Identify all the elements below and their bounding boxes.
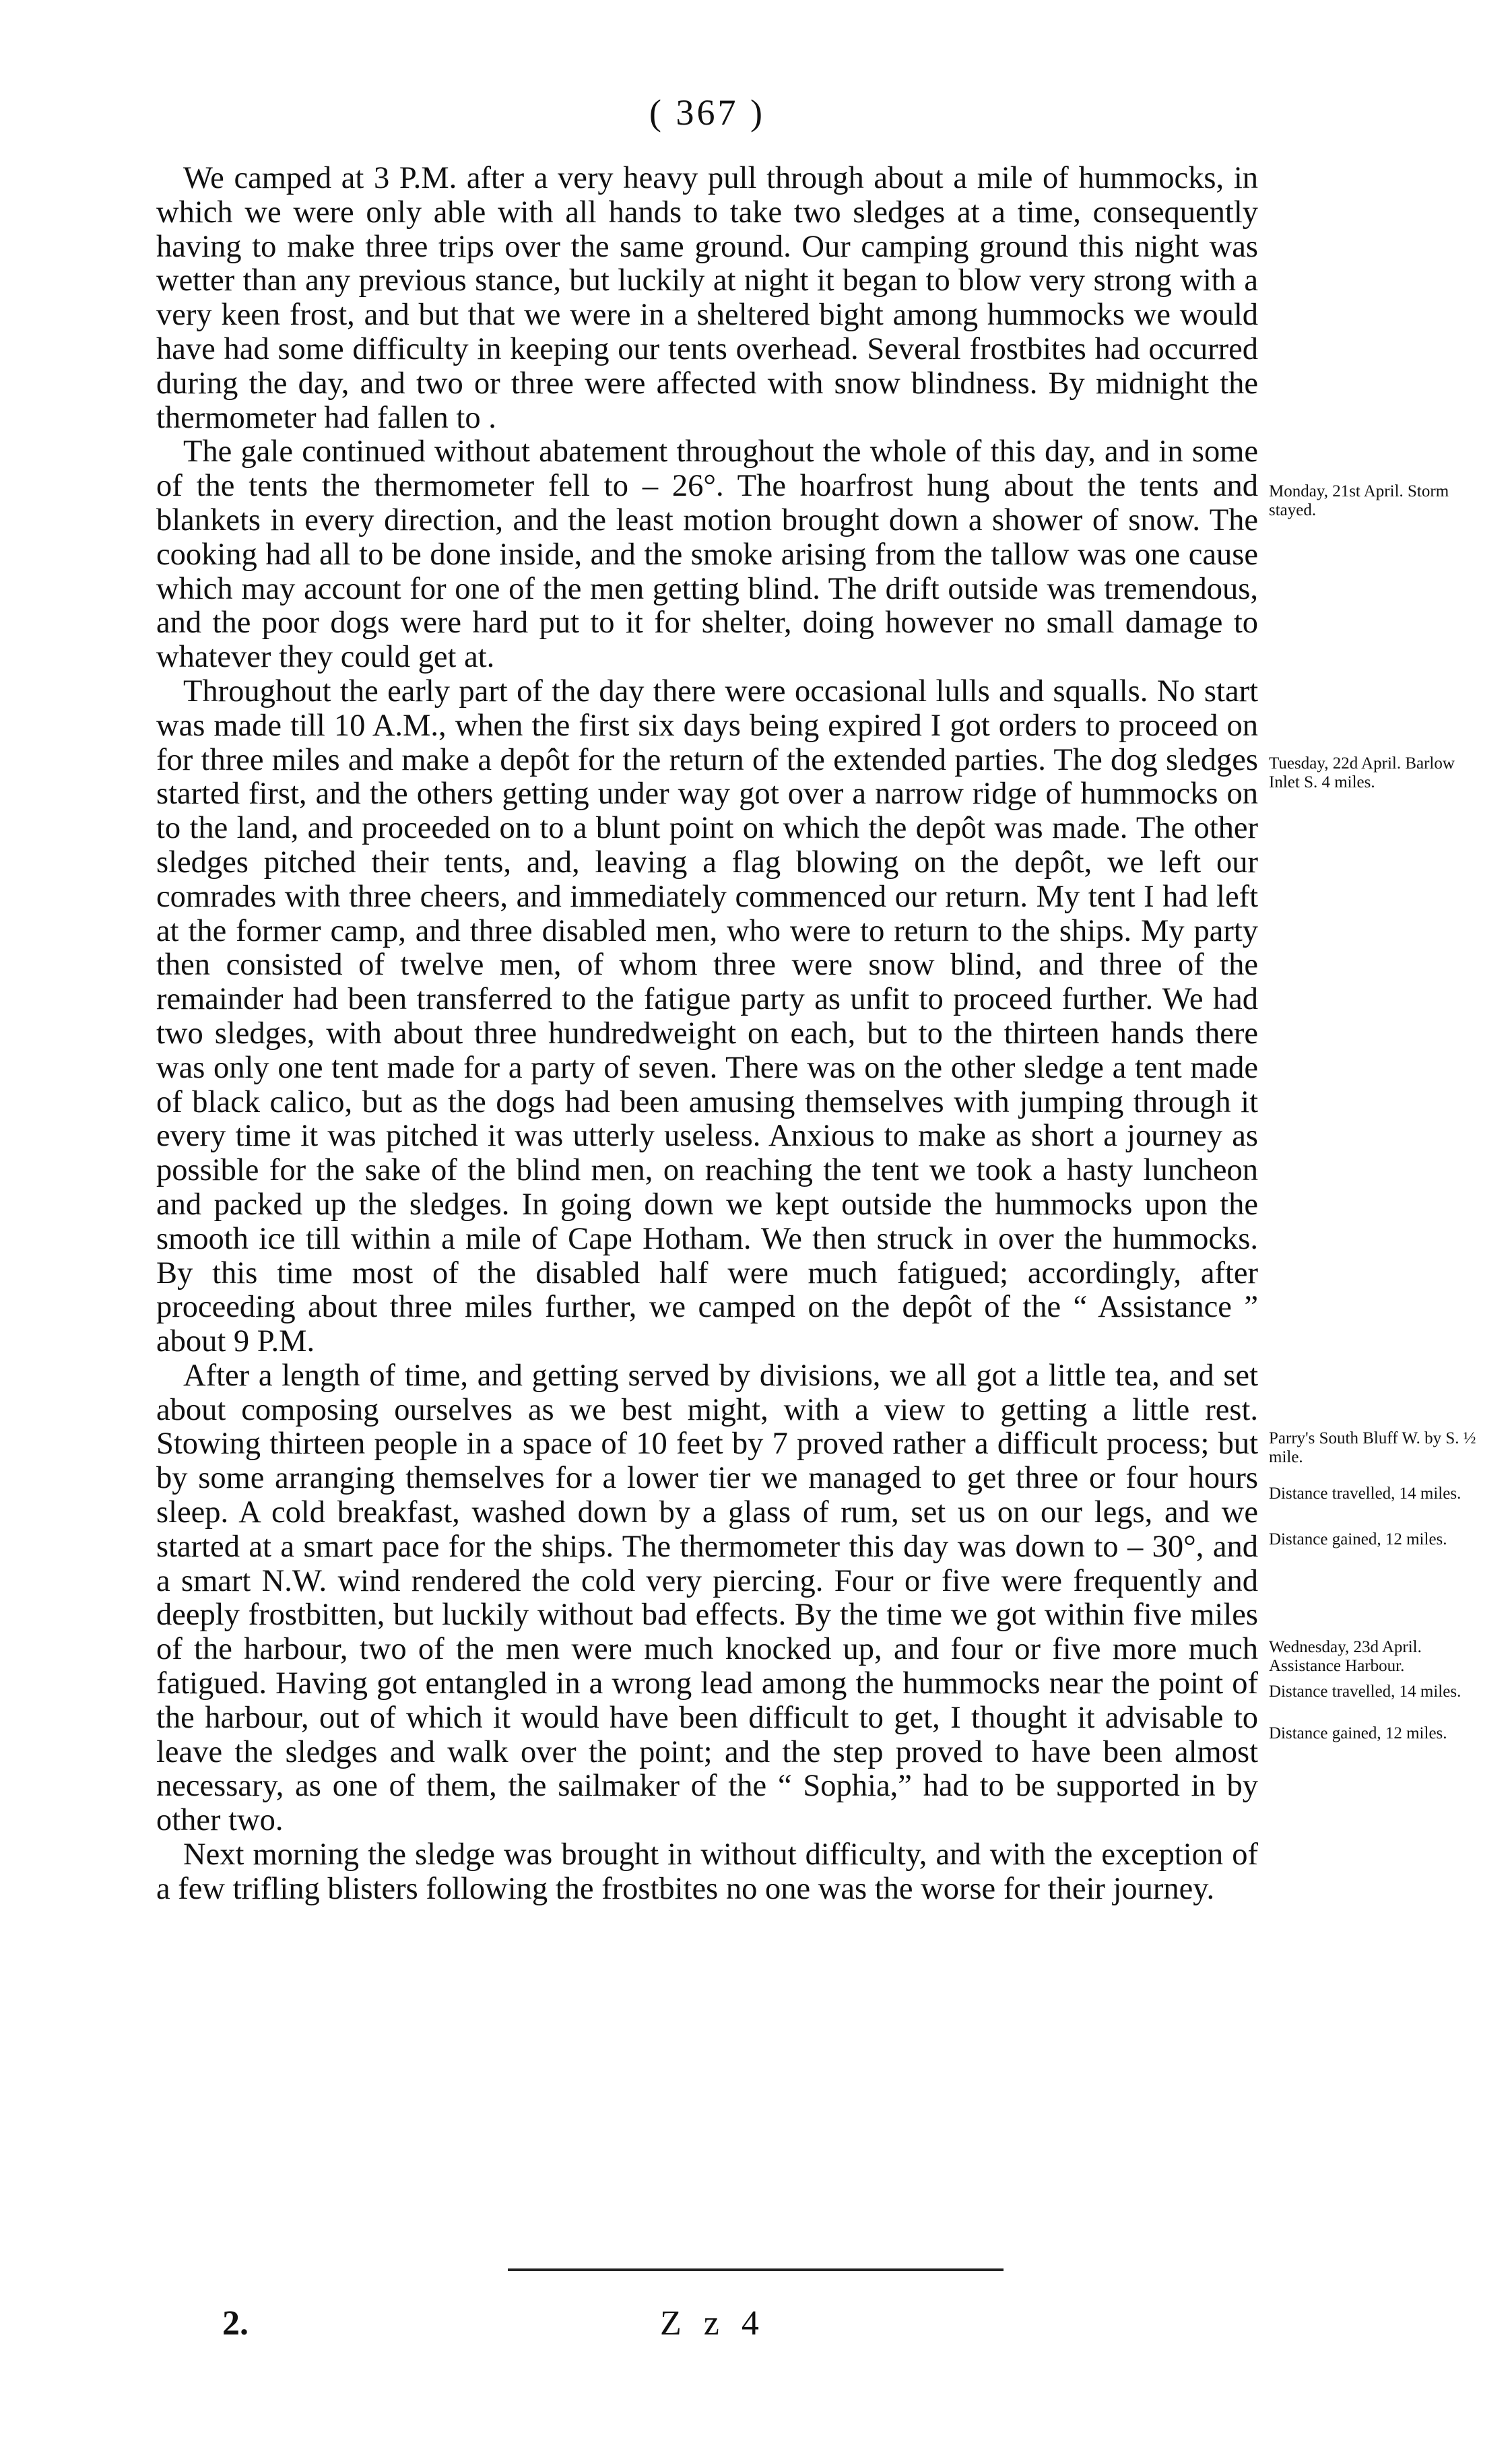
margin-note: Distance gained, 12 miles. (1269, 1724, 1447, 1742)
margin-note: Tuesday, 22d April. Barlow Inlet S. 4 miles. (1269, 754, 1455, 791)
margin-note: Distance travelled, 14 miles. (1269, 1484, 1461, 1503)
paragraph: After a length of time, and getting served by divisions, we all got a little tea, and set about composing ourselves as we best might, with a view to getting a little rest. Stowing thirteen people in a space of 10 feet by 7 proved rather a difficult process; but by some arranging themselves for a lower tier we managed to get three or four hours sleep. A cold breakfast, washed down by a glass of rum, set us on our legs, and we started at a smart pace for the ships. The thermometer this day was down to – 30°, and a smart N.W. wind rendered the cold very piercing. Four or five were frequently and deeply frostbitten, but luckily without bad effects. By the time we got within five miles of the harbour, two of the men were much knocked up, and four or five more much fatigued. Having got entangled in a wrong lead among the hummocks near the point of the harbour, out of which it would have been difficult to get, I thought it advisable to leave the sledges and walk over the point; and the step proved to have been almost necessary, as one of them, the sailmaker of the “ Sophia,” had to be supported in by other two. (156, 1358, 1258, 1838)
margin-note: Distance travelled, 14 miles. (1269, 1682, 1461, 1701)
paragraph: The gale continued without abatement throughout the whole of this day, and in some of the tents the thermometer fell to – 26°. The hoarfrost hung about the tents and blankets in every direction, and the least motion brought down a shower of snow. The cooking had all to be done inside, and the smoke arising from the tallow was one cause which may account for one of the men getting blind. The drift outside was tremendous, and the poor dogs were hard put to it for shelter, doing however no small damage to whatever they could get at. (156, 434, 1258, 675)
paragraph: We camped at 3 P.M. after a very heavy pull through about a mile of hummocks, in which we were only able with all hands to take two sledges at a time, consequently having to make three trips over the same ground. Our camping ground this night was wetter than any previous stance, but luckily at night it began to blow very strong with a very keen frost, and but that we were in a sheltered bight among hummocks we would have had some difficulty in keeping our tents overhead. Several frostbites had occurred during the day, and two or three were affected with snow blindness. By midnight the thermometer had fallen to . (156, 161, 1258, 435)
margin-note: Wednesday, 23d April. Assistance Harbour. (1269, 1638, 1422, 1675)
section-divider (508, 2268, 1004, 2271)
paragraph: Next morning the sledge was brought in without difficulty, and with the exception of a few trifling blisters following the frostbites no one was the worse for their journey. (156, 1837, 1258, 1906)
printer-signature: Z z 4 (660, 2304, 766, 2343)
page-number: ( 367 ) (649, 92, 765, 133)
signature-mark: 2. (222, 2304, 249, 2343)
margin-note: Parry's South Bluff W. by S. ½ mile. (1269, 1429, 1476, 1466)
margin-note: Distance gained, 12 miles. (1269, 1530, 1447, 1548)
margin-note: Monday, 21st April. Storm stayed. (1269, 482, 1449, 519)
paragraph: Throughout the early part of the day there were occasional lulls and squalls. No start was made till 10 A.M., when the first six days being expired I got orders to proceed on for three miles and make a depôt for the return of the extended parties. The dog sledges started first, and the others getting under way got over a narrow ridge of hummocks on to the land, and proceeded on to a blunt point on which the depôt was made. The other sledges pitched their tents, and, leaving a flag blowing on the depôt, we left our comrades with three cheers, and immediately commenced our return. My tent I had left at the former camp, and three disabled men, who were to return to the ships. My party then consisted of twelve men, of whom three were snow blind, and three of the remainder had been transferred to the fatigue party as unfit to proceed further. We had two sledges, with about three hundredweight on each, but to the thirteen hands there was only one tent made for a party of seven. There was on the other sledge a tent made of black calico, but as the dogs had been amusing themselves with jumping through it every time it was pitched it was utterly useless. Anxious to make as short a journey as possible for the sake of the blind men, on reaching the tent we took a hasty luncheon and packed up the sledges. In going down we kept outside the hummocks upon the smooth ice till within a mile of Cape Hotham. We then struck in over the hummocks. By this time most of the disabled half were much fatigued; accordingly, after proceeding about three miles further, we camped on the depôt of the “ Assistance ” about 9 P.M. (156, 674, 1258, 1359)
body-text (156, 162, 1258, 1907)
